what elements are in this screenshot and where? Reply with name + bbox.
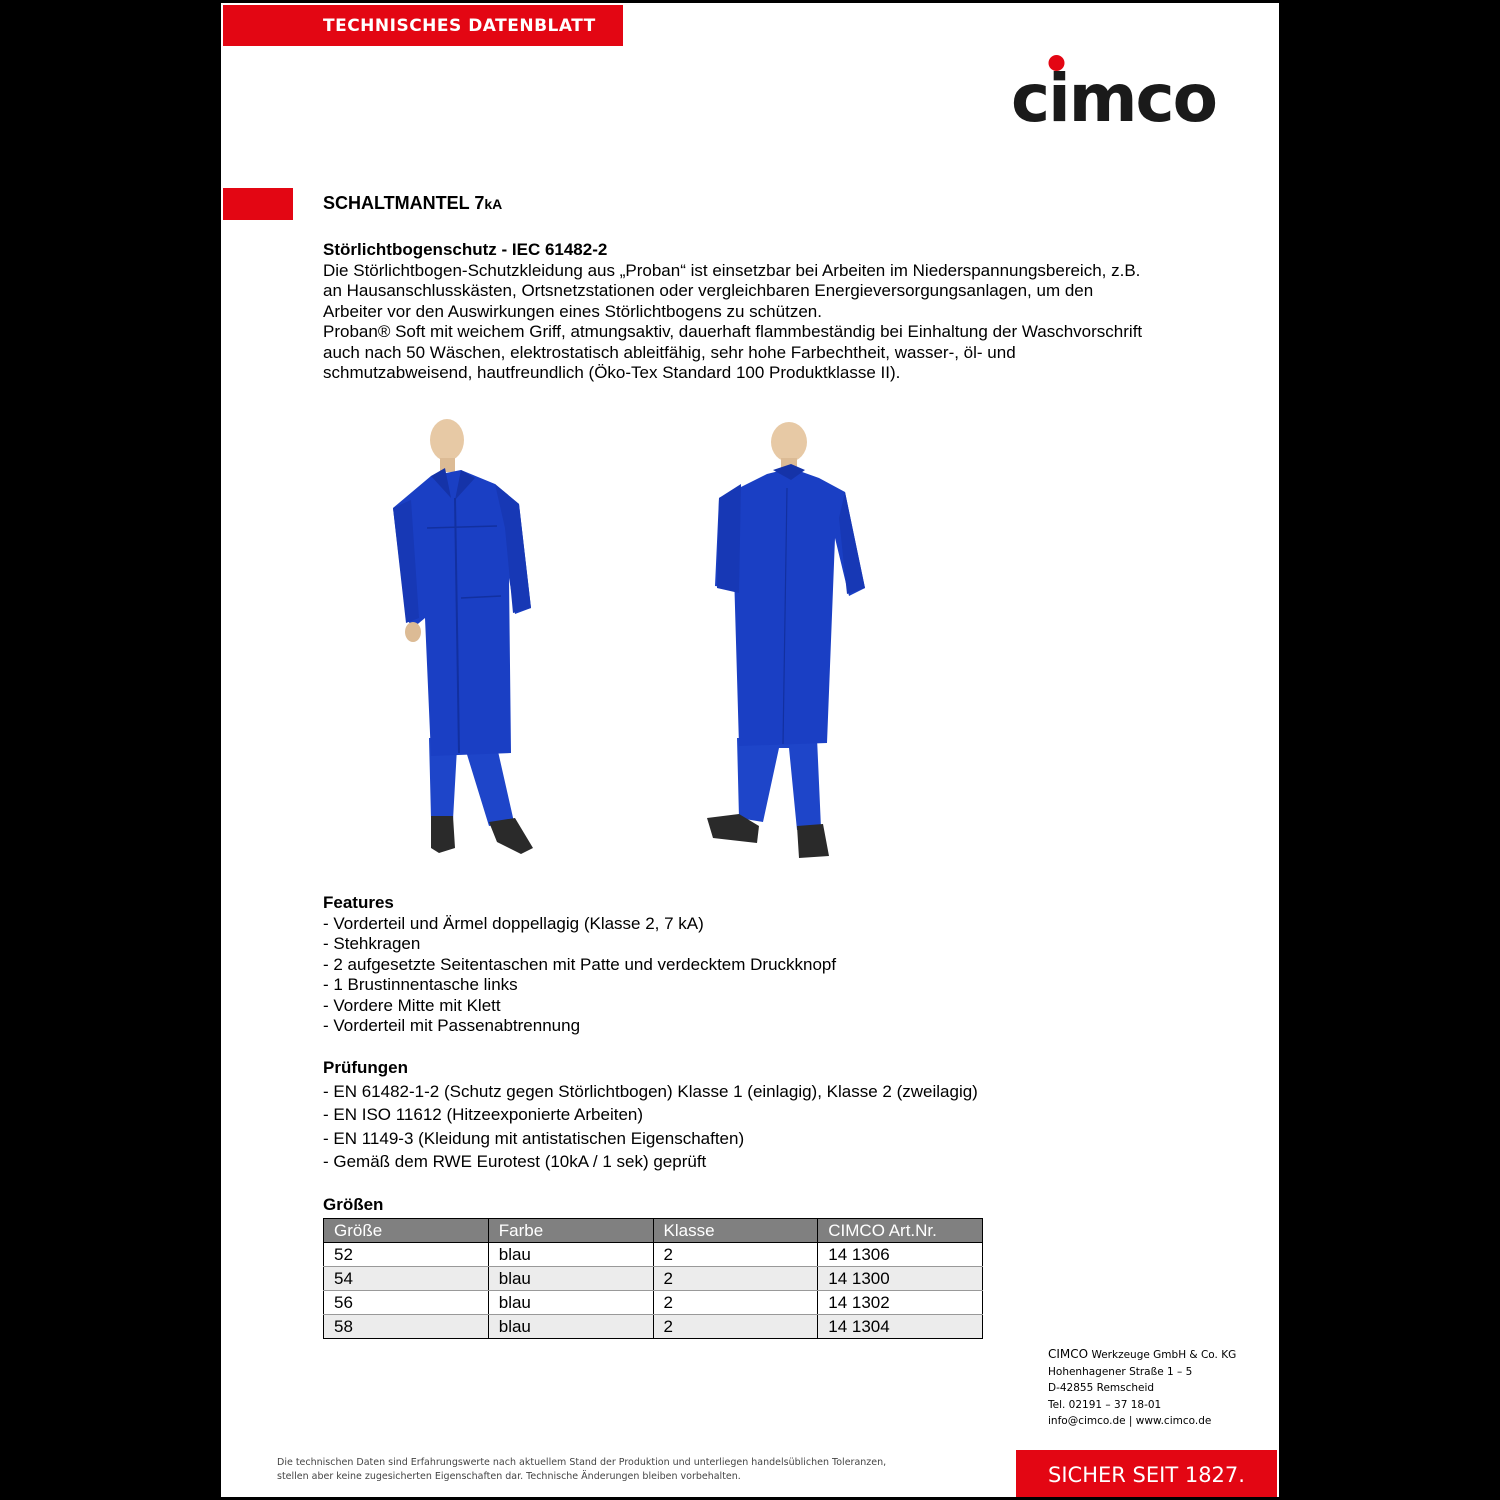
- intro-paragraph-1: Die Störlichtbogen-Schutzkleidung aus „Proban“ ist einsetzbar bei Arbeiten im Niederspannungsbereich, z.B. an Hausanschlusskästen, Ortsnetzstationen oder vergleichbaren Energieversorgungsanlagen, um den Arbeiter vor den Auswirkungen eines Störlichtbogens zu schützen.: [323, 260, 1141, 321]
- address-street: Hohenhagener Straße 1 – 5: [1048, 1365, 1193, 1378]
- disclaimer: [277, 1456, 886, 1484]
- company-address: [1048, 1346, 1236, 1430]
- column-header: Größe: [324, 1219, 489, 1243]
- feature-item: - 2 aufgesetzte Seitentaschen mit Patte und verdecktem Druckknopf: [323, 954, 837, 974]
- company-name: CIMCO: [1048, 1347, 1089, 1361]
- feature-item: - Stehkragen: [323, 934, 421, 953]
- table-cell: blau: [488, 1291, 653, 1315]
- product-title-suffix: kA: [484, 196, 503, 212]
- table-cell: 14 1300: [818, 1267, 983, 1291]
- pruefung-item: - EN 1149-3 (Kleidung mit antistatischen Eigenschaften): [323, 1128, 745, 1148]
- column-header: CIMCO Art.Nr.: [818, 1219, 983, 1243]
- table-row: [324, 1267, 983, 1291]
- table-row: [324, 1291, 983, 1315]
- table-cell: blau: [488, 1243, 653, 1267]
- cimco-logo: [1011, 41, 1231, 131]
- pruefung-item: - EN ISO 11612 (Hitzeexponierte Arbeiten): [323, 1105, 644, 1124]
- feature-item: - Vorderteil und Ärmel doppellagig (Klasse 2, 7 kA): [323, 913, 704, 933]
- sizes-heading: Größen: [323, 1195, 384, 1214]
- product-title-text: SCHALTMANTEL 7: [323, 193, 485, 213]
- footer-slogan-banner: [1016, 1450, 1277, 1497]
- table-cell: blau: [488, 1315, 653, 1339]
- address-web: info@cimco.de | www.cimco.de: [1048, 1415, 1212, 1427]
- table-row: [324, 1315, 983, 1339]
- pruefung-item: - EN 61482-1-2 (Schutz gegen Störlichtbogen) Klasse 1 (einlagig), Klasse 2 (zweilagig): [323, 1081, 978, 1101]
- column-header: Klasse: [653, 1219, 818, 1243]
- column-header: Farbe: [488, 1219, 653, 1243]
- pruefung-item: - Gemäß dem RWE Eurotest (10kA / 1 sek) geprüft: [323, 1152, 707, 1171]
- intro-paragraph-2: Proban® Soft mit weichem Griff, atmungsaktiv, dauerhaft flammbeständig bei Einhaltung der Waschvorschrift auch nach 50 Wäschen, elektrostatisch ableitfähig, sehr hohe Farbechtheit, wasser-, öl- und schmutzabweisend, hautfreundlich (Öko-Tex Standard 100 Produktklasse II).: [323, 322, 1143, 382]
- address-phone: Tel. 02191 – 37 18-01: [1048, 1398, 1162, 1411]
- table-cell: 2: [653, 1267, 818, 1291]
- feature-item: - Vordere Mitte mit Klett: [323, 995, 501, 1015]
- product-title: [323, 193, 502, 214]
- address-city: D-42855 Remscheid: [1048, 1382, 1155, 1394]
- header-banner-label: TECHNISCHES DATENBLATT: [323, 15, 596, 36]
- table-cell: 14 1304: [818, 1315, 983, 1339]
- product-photo-back: [699, 418, 869, 858]
- svg-text:cimco: cimco: [1011, 60, 1216, 131]
- datasheet-page: [221, 3, 1279, 1497]
- features-section: [323, 893, 1123, 1037]
- features-heading: Features: [323, 893, 394, 912]
- company-name-rest: Werkzeuge GmbH & Co. KG: [1088, 1349, 1237, 1361]
- table-row: [324, 1243, 983, 1267]
- title-accent-bar: [223, 188, 293, 220]
- table-cell: 52: [324, 1243, 489, 1267]
- table-cell: 14 1306: [818, 1243, 983, 1267]
- feature-item: - Vorderteil mit Passenabtrennung: [323, 1016, 581, 1035]
- table-header-row: [324, 1219, 983, 1243]
- pruefungen-heading: Prüfungen: [323, 1058, 408, 1077]
- table-cell: 2: [653, 1291, 818, 1315]
- table-cell: 58: [324, 1315, 489, 1339]
- table-cell: blau: [488, 1267, 653, 1291]
- table-cell: 2: [653, 1243, 818, 1267]
- table-cell: 54: [324, 1267, 489, 1291]
- disclaimer-line-1: Die technischen Daten sind Erfahrungswerte nach aktuellem Stand der Produktion und unterliegen handelsüblichen Toleranzen,: [277, 1457, 887, 1468]
- sizes-table: [323, 1218, 983, 1339]
- product-photo-front: [371, 418, 541, 858]
- table-cell: 14 1302: [818, 1291, 983, 1315]
- table-cell: 56: [324, 1291, 489, 1315]
- intro-section: [323, 240, 1153, 384]
- disclaimer-line-2: stellen aber keine zugesicherten Eigenschaften dar. Technische Änderungen bleiben vorbehalten.: [277, 1471, 741, 1482]
- table-cell: 2: [653, 1315, 818, 1339]
- pruefungen-section: [323, 1056, 1123, 1174]
- header-banner: [223, 5, 623, 46]
- feature-item: - 1 Brustinnentasche links: [323, 975, 518, 994]
- footer-slogan: SICHER SEIT 1827.: [1048, 1463, 1245, 1487]
- intro-heading: Störlichtbogenschutz - IEC 61482-2: [323, 240, 608, 259]
